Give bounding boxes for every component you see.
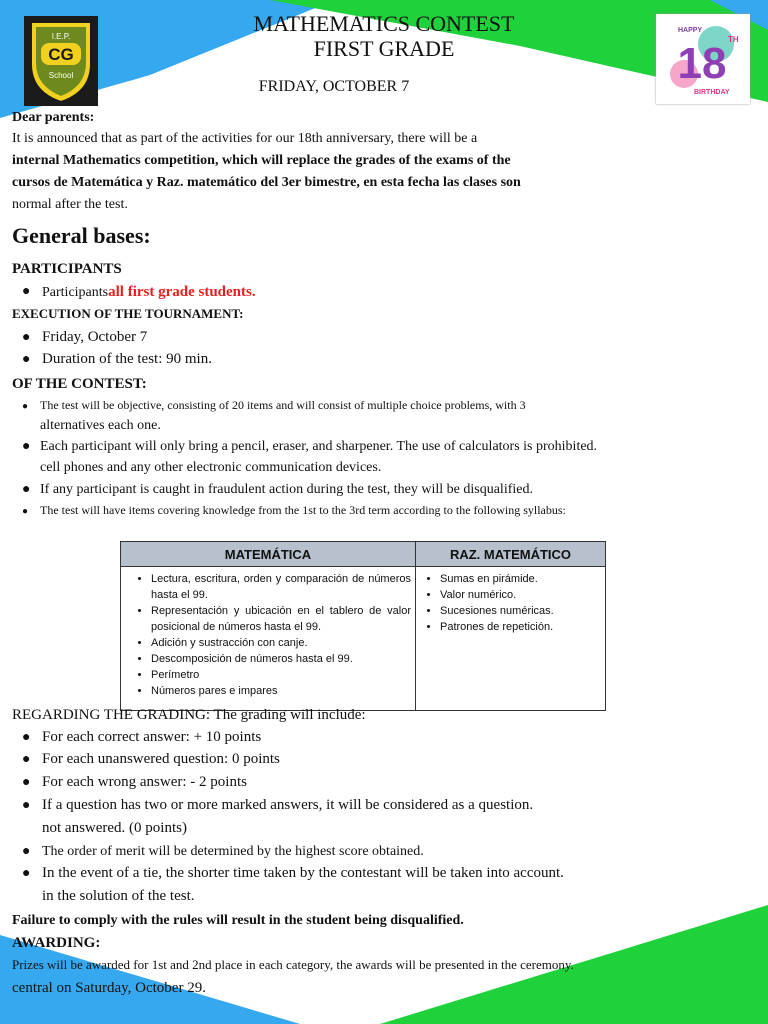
- contest-date: FRIDAY, OCTOBER 7: [258, 78, 410, 95]
- grading-item-6a: In the event of a tie, the shorter time taken by the contestant will be taken into account.: [42, 865, 564, 881]
- grading-intro: REGARDING THE GRADING: The grading will include:: [12, 707, 366, 723]
- badge-th: TH: [728, 35, 739, 44]
- bullet-icon: ●: [22, 352, 31, 367]
- intro-line-4: normal after the test.: [12, 197, 128, 212]
- general-bases-heading: General bases:: [12, 223, 151, 248]
- greeting: Dear parents:: [12, 110, 95, 125]
- syllabus-math-list: [125, 571, 411, 699]
- contest-heading: OF THE CONTEST:: [12, 376, 147, 392]
- grading-item-4b: not answered. (0 points): [42, 820, 187, 836]
- list-item: • Descomposición de números hasta el 99.: [151, 651, 411, 667]
- badge-birthday-text: BIRTHDAY: [694, 89, 730, 96]
- list-item: • Adición y sustracción con canje.: [151, 635, 411, 651]
- contest-item-2a: Each participant will only bring a pencil, eraser, and sharpener. The use of calculators is prohibited.: [40, 439, 598, 454]
- intro-line-3: cursos de Matemática y Raz. matemático del 3er bimestre, en esta fecha las clases son: [12, 175, 521, 190]
- contest-item-3: If any participant is caught in fraudulent action during the test, they will be disqualified.: [40, 482, 533, 497]
- bullet-icon: ●: [22, 775, 31, 790]
- bullet-icon: ●: [22, 284, 31, 299]
- awarding-line-1: Prizes will be awarded for 1st and 2nd place in each category, the awards will be presented in the ceremony.: [12, 957, 574, 972]
- syllabus-reasoning-cell: [416, 567, 606, 711]
- syllabus-col-header-math: MATEMÁTICA: [121, 542, 416, 567]
- grading-item-text: For each correct answer: + 10 points: [42, 729, 262, 745]
- bullet-icon: ●: [22, 730, 31, 745]
- logo-initials: CG: [48, 45, 74, 64]
- logo-top-text: I.E.P.: [51, 32, 71, 41]
- awarding-line-2: central on Saturday, October 29.: [12, 980, 206, 996]
- contest-item-4: The test will have items covering knowledge from the 1st to the 3rd term according to the following syllabus:: [40, 503, 566, 517]
- syllabus-table: [120, 541, 606, 711]
- execution-item-text: Friday, October 7: [42, 329, 148, 345]
- grading-item-text: For each unanswered question: 0 points: [42, 751, 280, 767]
- list-item: • Perímetro: [151, 667, 411, 683]
- bullet-icon: ●: [22, 798, 31, 813]
- bullet-icon: ●: [22, 482, 31, 497]
- list-item: • Lectura, escritura, orden y comparación de números hasta el 99.: [151, 571, 411, 603]
- list-item: • Sucesiones numéricas.: [440, 603, 601, 619]
- participants-highlight: all first grade students.: [108, 284, 256, 300]
- bullet-icon: ●: [22, 866, 31, 881]
- page-title-line1: MATHEMATICS CONTEST: [253, 11, 515, 36]
- bullet-icon: ●: [22, 439, 31, 454]
- contest-item-1b: alternatives each one.: [40, 418, 161, 433]
- grading-item-text: For each wrong answer: - 2 points: [42, 774, 247, 790]
- failure-notice: Failure to comply with the rules will result in the student being disqualified.: [12, 913, 464, 928]
- list-item: • Sumas en pirámide.: [440, 571, 601, 587]
- execution-item-text: Duration of the test: 90 min.: [42, 351, 212, 367]
- awarding-heading: AWARDING:: [12, 935, 101, 951]
- contest-item-1a: The test will be objective, consisting of 20 items and will consist of multiple choice problems, with 3: [40, 398, 526, 412]
- participants-prefix: Participants: [42, 285, 109, 300]
- syllabus-math-cell: [121, 567, 416, 711]
- list-item: • Números pares e impares: [151, 683, 411, 699]
- list-item: • Patrones de repetición.: [440, 619, 601, 635]
- syllabus-reasoning-list: [420, 571, 601, 635]
- list-item: • Representación y ubicación en el tablero de valor posicional de números hasta el 99.: [151, 603, 411, 635]
- contest-item-2b: cell phones and any other electronic communication devices.: [40, 460, 382, 475]
- intro-line-2: internal Mathematics competition, which will replace the grades of the exams of the: [12, 153, 511, 168]
- bullet-icon: ●: [22, 506, 29, 517]
- grading-item-6b: in the solution of the test.: [42, 888, 195, 904]
- execution-heading: EXECUTION OF THE TOURNAMENT:: [12, 306, 244, 321]
- badge-happy-text: HAPPY: [678, 27, 703, 34]
- bullet-icon: ●: [22, 330, 31, 345]
- bullet-icon: ●: [22, 401, 29, 412]
- page-title-line2: FIRST GRADE: [313, 36, 455, 61]
- grading-item-4a: If a question has two or more marked answers, it will be considered as a question.: [42, 797, 534, 813]
- badge-number: 18: [677, 39, 727, 88]
- participants-heading: PARTICIPANTS: [12, 261, 122, 277]
- syllabus-col-header-reasoning: RAZ. MATEMÁTICO: [416, 542, 606, 567]
- anniversary-badge: [656, 14, 750, 104]
- bullet-icon: ●: [22, 752, 31, 767]
- grading-item-text: The order of merit will be determined by the highest score obtained.: [42, 844, 424, 859]
- intro-line-1: It is announced that as part of the activities for our 18th anniversary, there will be a: [12, 131, 478, 146]
- logo-bottom-text: School: [48, 71, 74, 80]
- list-item: • Valor numérico.: [440, 587, 601, 603]
- bullet-icon: ●: [22, 844, 31, 859]
